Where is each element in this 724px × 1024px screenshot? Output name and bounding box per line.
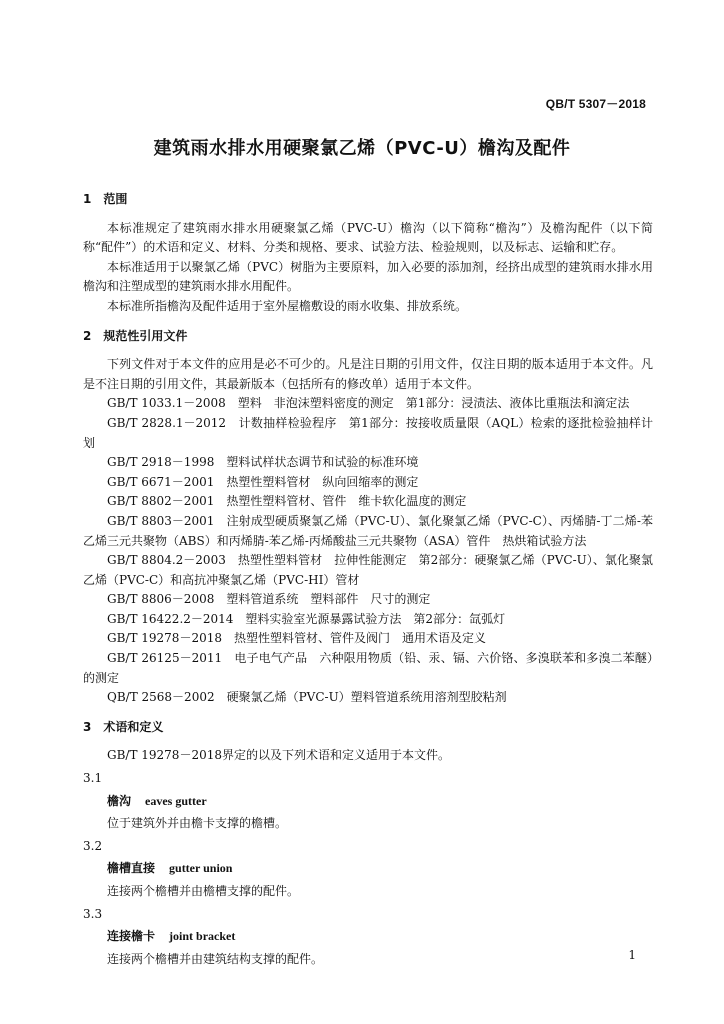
standard-code: QB/T 5307－2018: [545, 97, 646, 111]
scope-paragraph: 本标准所指檐沟及配件适用于室外屋檐敷设的雨水收集、排放系统。: [107, 298, 468, 313]
term-definition: 位于建筑外并由檐卡支撑的檐槽。: [107, 816, 288, 831]
term-name-zh: 檐槽直接: [107, 861, 156, 876]
term-name-zh: 檐沟: [107, 793, 132, 808]
section-heading-scope: 1 范围: [83, 192, 128, 206]
term-name: [83, 927, 653, 947]
document-body: [83, 190, 653, 969]
term-definition: 连接两个檐槽并由檐槽支撑的配件。: [107, 884, 300, 898]
term-name: [83, 792, 653, 812]
reference-item: GB/T 8804.2－2003 热塑性塑料管材 拉伸性能测定 第2部分：硬聚氯乙烯（PVC-U）、氯化聚氯乙烯（PVC-C）和高抗冲聚氯乙烯（PVC-HI）管材: [83, 553, 653, 587]
reference-item: GB/T 16422.2－2014 塑料实验室光源暴露试验方法 第2部分：氙弧灯: [107, 611, 506, 626]
reference-item: GB/T 2828.1－2012 计数抽样检验程序 第1部分：按接收质量限（AQL）检索的逐批检验抽样计划: [83, 415, 653, 450]
section-heading-terms-definitions: 3 术语和定义: [83, 719, 164, 734]
reference-item: GB/T 2918－1998 塑料试样状态调节和试验的标准环境: [107, 455, 419, 470]
term-number: 3.1: [83, 771, 103, 786]
reference-item: GB/T 8806－2008 塑料管道系统 塑料部件 尺寸的测定: [107, 592, 431, 607]
scope-paragraph: 本标准适用于以聚氯乙烯（PVC）树脂为主要原料，加入必要的添加剂，经挤出成型的建筑雨水排水用檐沟和注塑成型的建筑雨水排水用配件。: [83, 259, 653, 294]
terms-intro: GB/T 19278－2018界定的以及下列术语和定义适用于本文件。: [107, 748, 450, 763]
document-title: 建筑雨水排水用硬聚氯乙烯（PVC-U）檐沟及配件: [153, 138, 571, 159]
term-definition: 连接两个檐槽并由建筑结构支撑的配件。: [107, 951, 324, 966]
page-number: 1: [628, 948, 636, 962]
term-number: 3.3: [83, 906, 103, 921]
term-name-zh: 连接檐卡: [107, 929, 156, 944]
references-intro: 下列文件对于本文件的应用是必不可少的。凡是注日期的引用文件，仅注日期的版本适用于本文件。凡是不注日期的引用文件，其最新版本（包括所有的修改单）适用于本文件。: [83, 357, 653, 391]
reference-item: GB/T 26125－2011 电子电气产品 六种限用物质（铅、汞、镉、六价铬、多溴联苯和多溴二苯醚）的测定: [83, 651, 653, 685]
reference-item: QB/T 2568－2002 硬聚氯乙烯（PVC-U）塑料管道系统用溶剂型胶粘剂: [107, 690, 507, 705]
term-number: 3.2: [83, 838, 103, 853]
term-name-en: joint bracket: [169, 929, 236, 944]
term-name: [83, 859, 653, 879]
reference-item: GB/T 8802－2001 热塑性塑料管材、管件 维卡软化温度的测定: [107, 494, 467, 509]
section-heading-normative-references: 2 规范性引用文件: [83, 328, 188, 343]
reference-item: GB/T 1033.1－2008 塑料 非泡沫塑料密度的测定 第1部分：浸渍法、液体比重瓶法和滴定法: [107, 396, 630, 411]
term-name-en: gutter union: [169, 861, 233, 876]
scope-paragraph: 本标准规定了建筑雨水排水用硬聚氯乙烯（PVC-U）檐沟（以下简称“檐沟”）及檐沟配件（以下简称“配件”）的术语和定义、材料、分类和规格、要求、试验方法、检验规则，以及标志、运输和贮存。: [83, 220, 653, 255]
term-name-en: eaves gutter: [145, 793, 207, 808]
reference-item: GB/T 19278－2018 热塑性塑料管材、管件及阀门 通用术语及定义: [107, 631, 486, 646]
reference-item: GB/T 6671－2001 热塑性塑料管材 纵向回缩率的测定: [107, 474, 419, 489]
reference-item: GB/T 8803－2001 注射成型硬质聚氯乙烯（PVC-U）、氯化聚氯乙烯（PVC-C）、丙烯腈-丁二烯-苯乙烯三元共聚物（ABS）和丙烯腈-苯乙烯-丙烯酸盐三元共聚物（ASA）管件 热烘箱试验方法: [83, 513, 653, 548]
